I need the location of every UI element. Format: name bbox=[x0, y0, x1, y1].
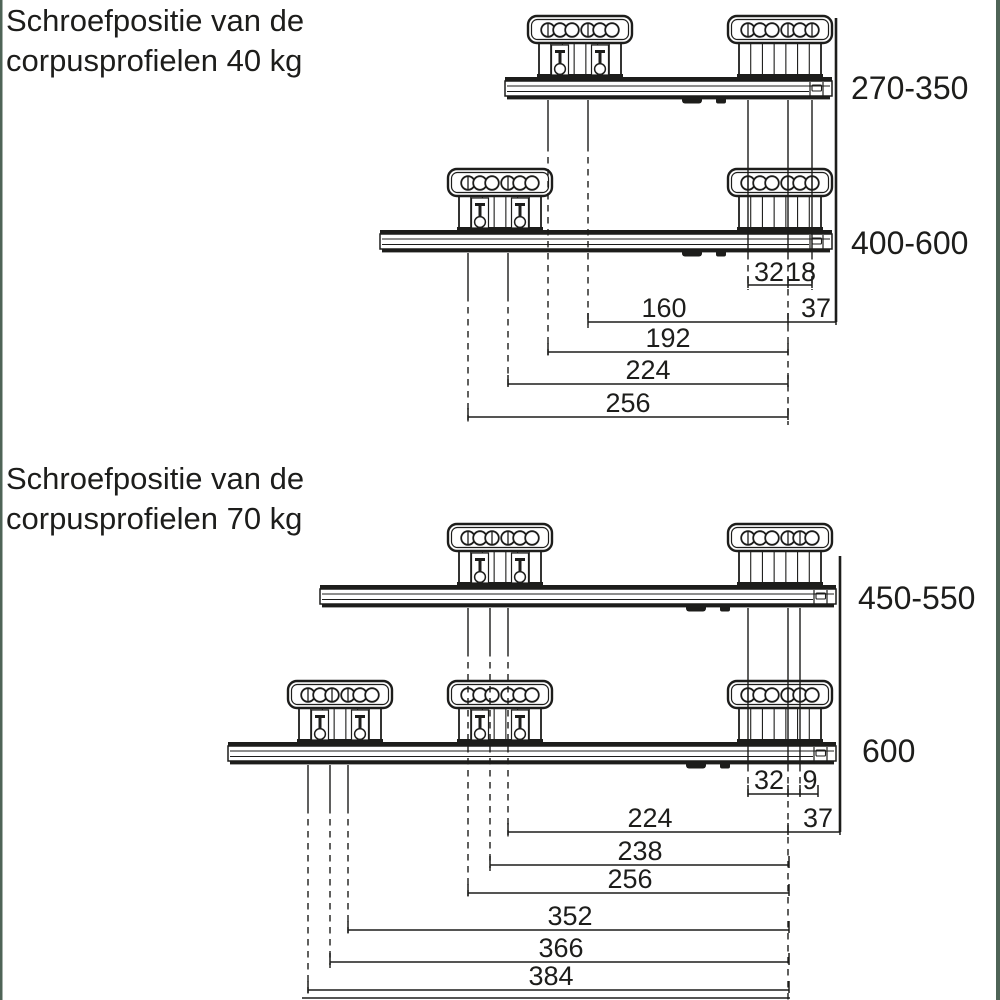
section1-title-line1: Schroefpositie van de bbox=[6, 3, 305, 38]
dim-40kg-18: 18 bbox=[785, 257, 817, 287]
rail-400-600 bbox=[380, 169, 832, 257]
section2-title-line1: Schroefpositie van de bbox=[6, 461, 305, 496]
dim-70kg-366: 366 bbox=[538, 933, 584, 963]
dim-40kg-224: 224 bbox=[625, 355, 671, 385]
mounting-bracket-1 bbox=[448, 169, 552, 230]
rail-270-350 bbox=[505, 16, 832, 104]
dim-70kg-352: 352 bbox=[547, 901, 593, 931]
rail-450-550 bbox=[320, 524, 836, 612]
section-70kg bbox=[228, 524, 840, 1000]
rail-depth-label-270-350: 270-350 bbox=[851, 70, 969, 106]
rail-depth-label-450-550: 450-550 bbox=[858, 580, 976, 616]
section2-title-line2: corpusprofielen 70 kg bbox=[6, 501, 303, 536]
dim-40kg-256: 256 bbox=[605, 388, 651, 418]
dim-70kg-37: 37 bbox=[802, 803, 834, 833]
mounting-bracket-2 bbox=[728, 524, 832, 585]
section-40kg bbox=[380, 16, 836, 425]
rail-depth-label-400-600: 400-600 bbox=[851, 225, 969, 261]
rail-600 bbox=[228, 681, 836, 769]
dim-40kg-192: 192 bbox=[645, 323, 691, 353]
mounting-bracket-3 bbox=[728, 681, 832, 742]
dim-70kg-32: 32 bbox=[753, 765, 785, 795]
dim-70kg-224: 224 bbox=[627, 803, 673, 833]
section1-title-line2: corpusprofielen 40 kg bbox=[6, 43, 303, 78]
mounting-bracket-1 bbox=[288, 681, 392, 742]
mounting-bracket-1 bbox=[528, 16, 632, 77]
mounting-bracket-2 bbox=[728, 169, 832, 230]
dim-70kg-256: 256 bbox=[607, 864, 653, 894]
dim-40kg-37: 37 bbox=[800, 293, 832, 323]
rail-depth-label-600: 600 bbox=[862, 733, 916, 769]
dim-40kg-160: 160 bbox=[641, 293, 687, 323]
dim-70kg-238: 238 bbox=[617, 836, 663, 866]
mounting-bracket-2 bbox=[448, 681, 552, 742]
dim-40kg-32: 32 bbox=[753, 257, 785, 287]
mounting-bracket-1 bbox=[448, 524, 552, 585]
dim-70kg-384: 384 bbox=[528, 961, 574, 991]
mounting-bracket-2 bbox=[728, 16, 832, 77]
dim-70kg-9: 9 bbox=[802, 765, 818, 795]
